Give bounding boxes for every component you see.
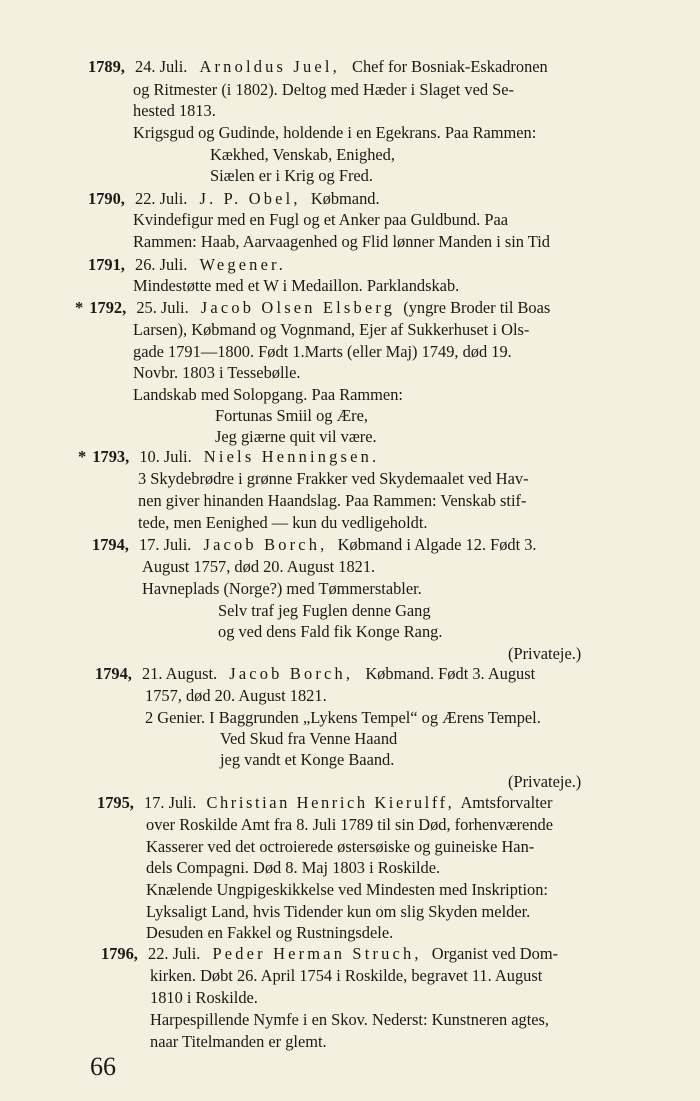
entry-year: 1792, <box>89 298 127 317</box>
entry-year: 1793, <box>92 447 130 466</box>
entry-date: 22. Juli. <box>148 944 201 963</box>
entry-head <box>88 189 380 209</box>
entry-text: nen giver hinanden Haandslag. Paa Rammen: Venskab stif- <box>138 491 527 510</box>
entry-verse: Selv traf jeg Fuglen denne Gang <box>218 601 431 620</box>
entry-verse: jeg vandt et Konge Baand. <box>220 750 395 769</box>
entry-text: Købmand. Født 3. August <box>365 664 536 683</box>
entry-date: 24. Juli. <box>135 57 188 76</box>
entry-text: kirken. Døbt 26. April 1754 i Roskilde, begravet 11. August <box>150 966 543 985</box>
entry-text: Knælende Ungpigeskikkelse ved Mindesten med Inskription: <box>146 880 548 899</box>
entry-text: og Ritmester (i 1802). Deltog med Hæder i Slaget ved Se- <box>133 80 515 99</box>
entry-head <box>95 664 535 684</box>
entry-verse: Jeg giærne quit vil være. <box>215 427 377 446</box>
entry-date: 25. Juli. <box>136 298 189 317</box>
entry-text: tede, men Eenighed — kun du vedligeholdt. <box>138 513 428 532</box>
entry-name: Jacob Olsen Elsberg <box>200 298 396 317</box>
entry-year: 1790, <box>88 189 125 208</box>
entry-year: 1791, <box>88 255 125 274</box>
entry-text: 1810 i Roskilde. <box>150 988 258 1007</box>
entry-date: 10. Juli. <box>139 447 192 466</box>
entry-name: Peder Herman Struch, <box>212 944 422 963</box>
entry-text: 3 Skydebrødre i grønne Frakker ved Skydemaalet ved Hav- <box>138 469 529 488</box>
entry-head <box>97 793 552 813</box>
private-ownership-note: (Privateje.) <box>508 772 582 791</box>
entry-verse: Fortunas Smiil og Ære, <box>215 406 368 425</box>
entry-date: 21. August. <box>142 664 218 683</box>
entry-year: 1796, <box>101 944 138 963</box>
entry-verse: og ved dens Fald fik Konge Rang. <box>218 622 443 641</box>
entry-text: naar Titelmanden er glemt. <box>150 1032 327 1051</box>
entry-text: Kvindefigur med en Fugl og et Anker paa Guldbund. Paa <box>133 210 509 229</box>
entry-text: Rammen: Haab, Aarvaagenhed og Flid lønner Manden i sin Tid <box>133 232 550 251</box>
entry-text: Desuden en Fakkel og Rustningsdele. <box>146 923 394 942</box>
entry-text: hested 1813. <box>133 101 216 120</box>
entry-head <box>88 57 548 77</box>
entry-text: Købmand i Algade 12. Født 3. <box>337 535 537 554</box>
entry-year: 1795, <box>97 793 134 812</box>
page-number: 66 <box>90 1052 116 1081</box>
entry-head <box>75 298 550 318</box>
entry-text: Købmand. <box>310 189 380 208</box>
private-ownership-note: (Privateje.) <box>508 644 582 663</box>
entry-text: Lyksaligt Land, hvis Tidender kun om slig Skyden melder. <box>146 902 531 921</box>
entry-text: Mindestøtte med et W i Medaillon. Parklandskab. <box>133 276 460 295</box>
entry-head <box>88 255 286 275</box>
entry-text: Organist ved Dom- <box>431 944 559 963</box>
entry-verse: Ved Skud fra Venne Haand <box>220 729 398 748</box>
entry-text: Landskab med Solopgang. Paa Rammen: <box>133 385 403 404</box>
entry-year: 1789, <box>88 57 125 76</box>
entry-text: Chef for Bosniak-Eskadronen <box>352 57 548 76</box>
entry-text: (yngre Broder til Boas <box>403 298 551 317</box>
asterisk-marker: * <box>78 447 87 466</box>
entry-text: Harpespillende Nymfe i en Skov. Nederst: Kunstneren agtes, <box>150 1010 550 1029</box>
entry-date: 22. Juli. <box>135 189 188 208</box>
entry-text: Krigsgud og Gudinde, holdende i en Egekrans. Paa Rammen: <box>133 123 537 142</box>
entry-name: Niels Henningsen. <box>203 447 380 466</box>
entry-head <box>92 535 537 555</box>
entry-year: 1794, <box>95 664 132 683</box>
entry-name: Christian Henrich Kierulff, <box>206 793 455 812</box>
entry-head <box>78 447 379 467</box>
entry-head <box>101 944 558 964</box>
entry-name: J. P. Obel, <box>199 189 301 208</box>
entry-name: Jacob Borch, <box>203 535 328 554</box>
entry-date: 26. Juli. <box>135 255 188 274</box>
entry-text: 1757, død 20. August 1821. <box>145 686 327 705</box>
entry-name: Wegener. <box>199 255 287 274</box>
entry-text: dels Compagni. Død 8. Maj 1803 i Roskilde. <box>146 858 441 877</box>
entry-text: Larsen), Købmand og Vognmand, Ejer af Sukkerhuset i Ols- <box>133 320 530 339</box>
entry-name: Jacob Borch, <box>229 664 354 683</box>
entry-verse: Siælen er i Krig og Fred. <box>210 166 373 185</box>
entry-verse: Kækhed, Venskab, Enighed, <box>210 145 395 164</box>
entry-date: 17. Juli. <box>144 793 197 812</box>
entry-text: Kasserer ved det octroierede østersøiske og guineiske Han- <box>146 837 535 856</box>
entry-name: Arnoldus Juel, <box>199 57 340 76</box>
entry-text: Havneplads (Norge?) med Tømmerstabler. <box>142 579 422 598</box>
entry-text: Amtsforvalter <box>460 793 553 812</box>
entry-text: 2 Genier. I Baggrunden „Lykens Tempel“ og Ærens Tempel. <box>145 708 541 727</box>
entry-text: August 1757, død 20. August 1821. <box>142 557 376 576</box>
entry-text: gade 1791—1800. Født 1.Marts (eller Maj) 1749, død 19. <box>133 342 512 361</box>
entry-date: 17. Juli. <box>139 535 192 554</box>
asterisk-marker: * <box>75 298 84 317</box>
entry-text: Novbr. 1803 i Tessebølle. <box>133 363 301 382</box>
entry-year: 1794, <box>92 535 129 554</box>
entry-text: over Roskilde Amt fra 8. Juli 1789 til sin Død, forhenværende <box>146 815 553 834</box>
